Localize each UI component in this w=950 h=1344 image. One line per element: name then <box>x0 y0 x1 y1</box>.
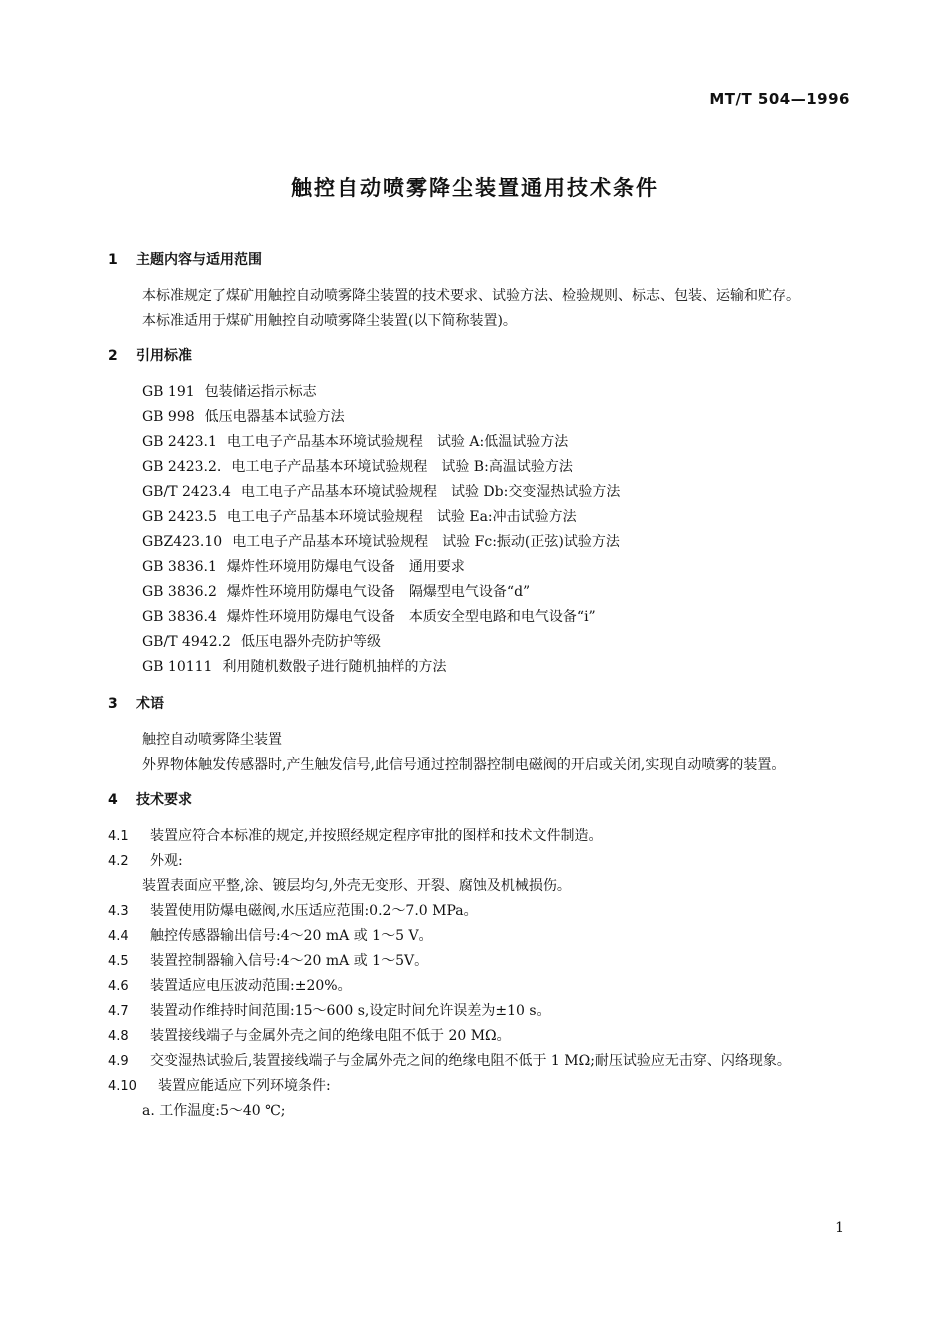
section-number: 4 <box>108 792 118 808</box>
document-body <box>108 248 853 1124</box>
reference-code: GB 191 <box>142 384 195 400</box>
reference-code: GBZ423.10 <box>142 534 223 550</box>
section-title: 主题内容与适用范围 <box>136 252 262 268</box>
reference-code: GB/T 4942.2 <box>142 634 231 650</box>
reference-item <box>108 580 853 605</box>
clause-4-5 <box>108 949 853 974</box>
clause-text: 触控传感器输出信号:4～20 mA 或 1～5 V。 <box>150 928 433 944</box>
clause-number: 4.8 <box>108 1029 129 1044</box>
reference-code: GB 3836.1 <box>142 559 217 575</box>
clause-4-2-detail: 装置表面应平整,涂、镀层均匀,外壳无变形、开裂、腐蚀及机械损伤。 <box>142 878 571 894</box>
section-4-body <box>108 824 853 1124</box>
reference-title: 电工电子产品基本环境试验规程 试验 A:低温试验方法 <box>226 434 569 450</box>
clause-number: 4.3 <box>108 904 129 919</box>
clause-4-9 <box>108 1049 853 1074</box>
clause-number: 4.2 <box>108 854 129 869</box>
clause-number: 4.6 <box>108 979 129 994</box>
term-definition: 外界物体触发传感器时,产生触发信号,此信号通过控制器控制电磁阀的开启或关闭,实现自动喷雾的装置。 <box>142 757 786 773</box>
reference-title: 利用随机数骰子进行随机抽样的方法 <box>222 659 447 675</box>
clause-number: 4.5 <box>108 954 129 969</box>
section-4-heading <box>108 788 853 812</box>
section-number: 1 <box>108 252 118 268</box>
section-1-body <box>108 284 853 334</box>
reference-item <box>108 555 853 580</box>
reference-item <box>108 530 853 555</box>
reference-item <box>108 505 853 530</box>
reference-item <box>108 480 853 505</box>
reference-code: GB 2423.1 <box>142 434 217 450</box>
reference-title: 电工电子产品基本环境试验规程 试验 B:高温试验方法 <box>231 459 573 475</box>
reference-title: 包装储运指示标志 <box>204 384 317 400</box>
clause-4-4 <box>108 924 853 949</box>
reference-item <box>108 380 853 405</box>
clause-number: 4.7 <box>108 1004 129 1019</box>
reference-code: GB 2423.2. <box>142 459 222 475</box>
section-title: 技术要求 <box>136 792 192 808</box>
section-number: 3 <box>108 696 118 712</box>
reference-title: 电工电子产品基本环境试验规程 试验 Ea:冲击试验方法 <box>226 509 577 525</box>
reference-code: GB/T 2423.4 <box>142 484 231 500</box>
reference-item <box>108 405 853 430</box>
clause-number: 4.4 <box>108 929 129 944</box>
section-2-heading <box>108 344 853 368</box>
applicability-paragraph: 本标准适用于煤矿用触控自动喷雾降尘装置(以下简称装置)。 <box>142 313 517 329</box>
scope-paragraph: 本标准规定了煤矿用触控自动喷雾降尘装置的技术要求、试验方法、检验规则、标志、包装、运输和贮存。 <box>142 288 800 304</box>
reference-title: 爆炸性环境用防爆电气设备 本质安全型电路和电气设备“i” <box>226 609 596 625</box>
clause-text: 装置应能适应下列环境条件: <box>158 1078 331 1094</box>
reference-code: GB 3836.2 <box>142 584 217 600</box>
clause-text: 装置使用防爆电磁阀,水压适应范围:0.2～7.0 MPa。 <box>150 903 478 919</box>
clause-text: 装置控制器输入信号:4～20 mA 或 1～5V。 <box>150 953 429 969</box>
standard-code: MT/T 504—1996 <box>709 90 850 108</box>
reference-item <box>108 655 853 680</box>
reference-code: GB 10111 <box>142 659 213 675</box>
clause-4-10 <box>108 1074 853 1099</box>
clause-text: 装置应符合本标准的规定,并按照经规定程序审批的图样和技术文件制造。 <box>150 828 603 844</box>
clause-number: 4.9 <box>108 1054 129 1069</box>
clause-text: 装置动作维持时间范围:15～600 s,设定时间允许误差为±10 s。 <box>150 1003 551 1019</box>
clause-4-6 <box>108 974 853 999</box>
clause-number: 4.1 <box>108 829 129 844</box>
clause-4-3 <box>108 899 853 924</box>
term-name: 触控自动喷雾降尘装置 <box>142 732 282 748</box>
document-title: 触控自动喷雾降尘装置通用技术条件 <box>291 176 659 200</box>
section-title: 术语 <box>136 696 164 712</box>
reference-title: 低压电器外壳防护等级 <box>240 634 381 650</box>
clause-4-2 <box>108 849 853 874</box>
reference-title: 爆炸性环境用防爆电气设备 隔爆型电气设备“d” <box>226 584 531 600</box>
reference-code: GB 3836.4 <box>142 609 217 625</box>
reference-title: 爆炸性环境用防爆电气设备 通用要求 <box>226 559 465 575</box>
normative-references-list <box>108 380 853 680</box>
clause-4-1 <box>108 824 853 849</box>
section-number: 2 <box>108 348 118 364</box>
reference-item <box>108 430 853 455</box>
reference-code: GB 2423.5 <box>142 509 217 525</box>
clause-text: 外观: <box>150 853 183 869</box>
reference-item <box>108 630 853 655</box>
section-1-heading <box>108 248 853 272</box>
section-title: 引用标准 <box>136 348 192 364</box>
clause-4-8 <box>108 1024 853 1049</box>
clause-text: 装置适应电压波动范围:±20%。 <box>150 978 352 994</box>
clause-text: 装置接线端子与金属外壳之间的绝缘电阻不低于 20 MΩ。 <box>150 1028 511 1044</box>
page-number: 1 <box>835 1220 844 1236</box>
reference-title: 低压电器基本试验方法 <box>204 409 345 425</box>
section-3-body <box>108 728 853 778</box>
clause-4-7 <box>108 999 853 1024</box>
reference-title: 电工电子产品基本环境试验规程 试验 Db:交变湿热试验方法 <box>240 484 621 500</box>
clause-4-10-item-a: a. 工作温度:5～40 ℃; <box>142 1103 286 1119</box>
clause-number: 4.10 <box>108 1079 137 1094</box>
section-3-heading <box>108 692 853 716</box>
reference-item <box>108 455 853 480</box>
reference-item <box>108 605 853 630</box>
reference-code: GB 998 <box>142 409 195 425</box>
reference-title: 电工电子产品基本环境试验规程 试验 Fc:振动(正弦)试验方法 <box>232 534 620 550</box>
clause-text: 交变湿热试验后,装置接线端子与金属外壳之间的绝缘电阻不低于 1 MΩ;耐压试验应无击穿、闪络现象。 <box>150 1053 791 1069</box>
